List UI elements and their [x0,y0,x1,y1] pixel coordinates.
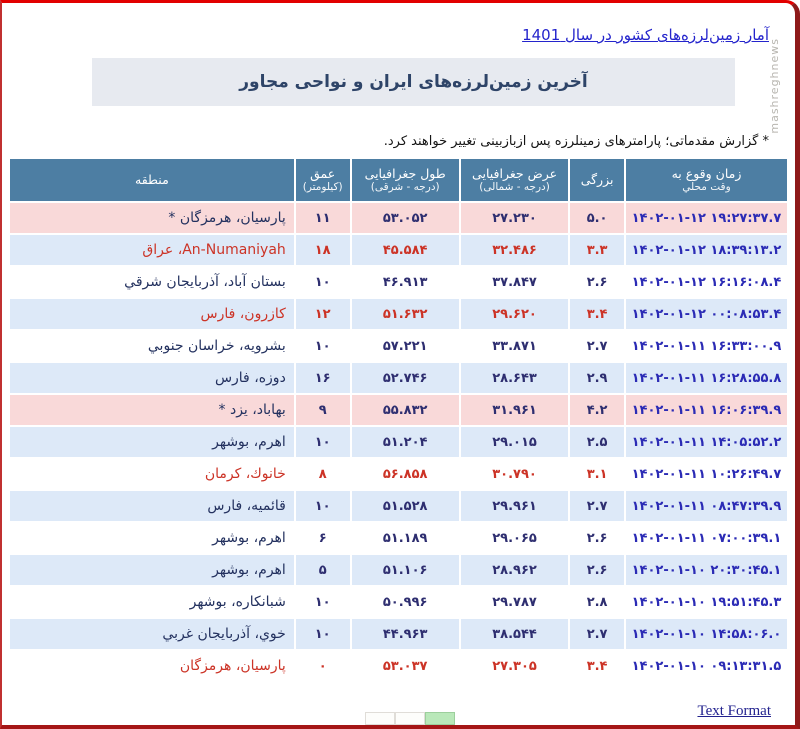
cell-time: ۱۴۰۲-۰۱-۱۲ ۰۰:۰۸:۵۳.۴ [626,299,787,329]
header-time-line2: وقت محلي [682,181,731,194]
header-longitude-line1: طول جغرافیایی [364,165,446,181]
header-depth-line2: (کیلومتر) [302,181,343,194]
cell-depth: ۱۰ [296,491,350,521]
cell-time: ۱۴۰۲-۰۱-۱۰ ۲۰:۳۰:۴۵.۱ [626,555,787,585]
cell-latitude: ۳۰.۷۹۰ [461,459,568,489]
cell-time: ۱۴۰۲-۰۱-۱۱ ۱۴:۰۵:۵۲.۲ [626,427,787,457]
earthquake-row [10,459,787,489]
column-header-latitude [461,159,568,201]
cell-time: ۱۴۰۲-۰۱-۱۲ ۱۹:۲۷:۳۷.۷ [626,203,787,233]
cell-depth: ۰ [296,651,350,681]
earthquake-table [8,157,789,683]
earthquake-row [10,587,787,617]
cell-latitude: ۳۷.۸۴۷ [461,267,568,297]
cell-depth: ۱۸ [296,235,350,265]
cell-longitude: ۵۱.۱۰۶ [352,555,459,585]
cell-latitude: ۲۷.۳۰۵ [461,651,568,681]
cell-region: بشرويه، خراسان جنوبي [10,331,294,361]
cell-depth: ۱۰ [296,587,350,617]
header-depth-line1: عمق [310,165,336,181]
cell-latitude: ۳۲.۴۸۶ [461,235,568,265]
cutoff-footer-strip [365,712,455,725]
cell-time: ۱۴۰۲-۰۱-۱۱ ۱۶:۳۳:۰۰.۹ [626,331,787,361]
cell-region: كازرون، فارس [10,299,294,329]
cell-depth: ۱۰ [296,267,350,297]
cell-depth: ۱۶ [296,363,350,393]
cell-region: دوزه، فارس [10,363,294,393]
cell-longitude: ۵۱.۱۸۹ [352,523,459,553]
cell-longitude: ۵۱.۵۲۸ [352,491,459,521]
earthquake-row [10,299,787,329]
header-longitude-line2: (درجه - شرقی) [370,181,440,194]
cell-longitude: ۵۷.۲۲۱ [352,331,459,361]
cell-magnitude: ۲.۸ [570,587,624,617]
top-link-row [28,3,769,44]
cell-depth: ۹ [296,395,350,425]
cell-latitude: ۲۹.۰۱۵ [461,427,568,457]
footer-strip-cell-green [425,712,455,725]
cell-longitude: ۵۳.۰۳۷ [352,651,459,681]
cell-latitude: ۳۱.۹۶۱ [461,395,568,425]
cell-time: ۱۴۰۲-۰۱-۱۰ ۱۹:۵۱:۴۵.۳ [626,587,787,617]
cell-depth: ۱۰ [296,331,350,361]
column-header-time [626,159,787,201]
cell-longitude: ۴۶.۹۱۳ [352,267,459,297]
footer-strip-cell [395,712,425,725]
cell-magnitude: ۲.۵ [570,427,624,457]
earthquake-row [10,235,787,265]
page-title: آخرین زمین‌لرزه‌های ایران و نواحی مجاور [92,58,735,106]
cell-magnitude: ۲.۷ [570,331,624,361]
cell-time: ۱۴۰۲-۰۱-۱۲ ۱۸:۳۹:۱۳.۲ [626,235,787,265]
cell-depth: ۸ [296,459,350,489]
column-header-region [10,159,294,201]
cell-longitude: ۵۳.۰۵۲ [352,203,459,233]
cell-region: اهرم، بوشهر [10,523,294,553]
cell-region: اهرم، بوشهر [10,427,294,457]
cell-magnitude: ۲.۶ [570,523,624,553]
cell-magnitude: ۳.۱ [570,459,624,489]
yearly-statistics-link[interactable]: آمار زمین‌لرزه‌های کشور در سال 1401 [522,26,769,44]
earthquake-row [10,555,787,585]
cell-depth: ۱۲ [296,299,350,329]
header-magnitude-label: بزرگی [580,172,614,188]
cell-longitude: ۵۱.۲۰۴ [352,427,459,457]
cell-depth: ۵ [296,555,350,585]
earthquake-row [10,267,787,297]
header-time-line1: زمان وقوع به [671,165,742,181]
cell-region: An-Numaniyah، عراق [10,235,294,265]
cell-time: ۱۴۰۲-۰۱-۱۱ ۱۰:۲۶:۴۹.۷ [626,459,787,489]
cell-longitude: ۵۶.۸۵۸ [352,459,459,489]
column-header-depth [296,159,350,201]
cell-latitude: ۲۸.۹۶۲ [461,555,568,585]
cell-region: خانوك، كرمان [10,459,294,489]
cell-magnitude: ۲.۷ [570,619,624,649]
cell-longitude: ۵۱.۶۳۲ [352,299,459,329]
footer-strip-cell [365,712,395,725]
cell-magnitude: ۲.۶ [570,267,624,297]
cell-latitude: ۳۳.۸۷۱ [461,331,568,361]
cell-magnitude: ۴.۲ [570,395,624,425]
earthquake-row [10,363,787,393]
preliminary-note: * گزارش مقدماتی؛ پارامترهای زمینلرزه پس ازبازبینی تغییر خواهند کرد. [383,134,769,149]
earthquake-row [10,491,787,521]
earthquake-row [10,427,787,457]
cell-region: بهاباد، يزد * [10,395,294,425]
cell-magnitude: ۳.۴ [570,299,624,329]
cell-time: ۱۴۰۲-۰۱-۱۱ ۱۶:۰۶:۳۹.۹ [626,395,787,425]
cell-region: قائميه، فارس [10,491,294,521]
cell-latitude: ۲۷.۲۳۰ [461,203,568,233]
cell-longitude: ۵۲.۷۴۶ [352,363,459,393]
earthquake-row [10,619,787,649]
text-format-link[interactable]: Text Format [697,703,771,719]
cell-depth: ۱۰ [296,427,350,457]
cell-magnitude: ۲.۶ [570,555,624,585]
cell-time: ۱۴۰۲-۰۱-۱۰ ۱۴:۵۸:۰۶.۰ [626,619,787,649]
cell-region: اهرم، بوشهر [10,555,294,585]
cell-time: ۱۴۰۲-۰۱-۱۱ ۰۷:۰۰:۳۹.۱ [626,523,787,553]
cell-magnitude: ۲.۹ [570,363,624,393]
earthquake-row [10,395,787,425]
cell-longitude: ۴۵.۵۸۴ [352,235,459,265]
cell-longitude: ۴۴.۹۶۳ [352,619,459,649]
cell-region: خوي، آذربايجان غربي [10,619,294,649]
column-header-magnitude [570,159,624,201]
cell-depth: ۱۱ [296,203,350,233]
cell-longitude: ۵۰.۹۹۶ [352,587,459,617]
cell-latitude: ۲۹.۶۲۰ [461,299,568,329]
cell-magnitude: ۳.۴ [570,651,624,681]
cell-region: شبانكاره، بوشهر [10,587,294,617]
cell-depth: ۶ [296,523,350,553]
cell-time: ۱۴۰۲-۰۱-۱۱ ۱۶:۲۸:۵۵.۸ [626,363,787,393]
earthquake-row [10,203,787,233]
cell-magnitude: ۲.۷ [570,491,624,521]
header-latitude-line1: عرض جغرافیایی [472,165,558,181]
earthquake-row [10,331,787,361]
cell-magnitude: ۳.۳ [570,235,624,265]
cell-latitude: ۲۹.۷۸۷ [461,587,568,617]
earthquake-row [10,523,787,553]
cell-latitude: ۳۸.۵۴۴ [461,619,568,649]
earthquake-row [10,651,787,681]
cell-time: ۱۴۰۲-۰۱-۱۱ ۰۸:۴۷:۳۹.۹ [626,491,787,521]
cell-time: ۱۴۰۲-۰۱-۱۰ ۰۹:۱۳:۳۱.۵ [626,651,787,681]
header-region-label: منطقه [135,172,169,188]
cell-latitude: ۲۸.۶۴۳ [461,363,568,393]
cell-region: پارسيان، هرمزگان [10,651,294,681]
cell-region: بستان آباد، آذربايجان شرقي [10,267,294,297]
earthquake-table-body [10,203,787,681]
watermark-text: mashreghnews [768,38,781,134]
cell-depth: ۱۰ [296,619,350,649]
cell-magnitude: ۵.۰ [570,203,624,233]
column-header-longitude [352,159,459,201]
cell-time: ۱۴۰۲-۰۱-۱۲ ۱۶:۱۶:۰۸.۴ [626,267,787,297]
cell-region: پارسيان، هرمزگان * [10,203,294,233]
cell-latitude: ۲۹.۹۶۱ [461,491,568,521]
cell-latitude: ۲۹.۰۶۵ [461,523,568,553]
header-latitude-line2: (درجه - شمالی) [479,181,550,194]
table-header [10,159,787,201]
cell-longitude: ۵۵.۸۳۲ [352,395,459,425]
